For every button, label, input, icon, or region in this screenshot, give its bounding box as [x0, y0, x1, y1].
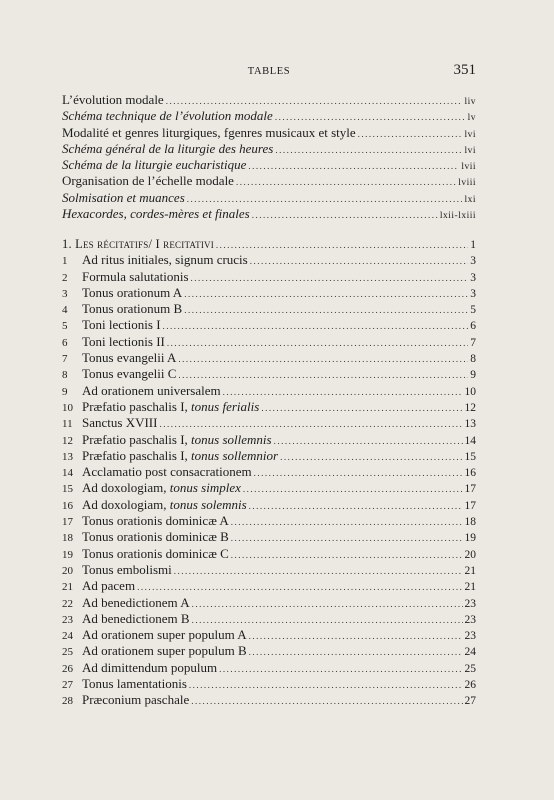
entry-title: Tonus evangelii C [82, 366, 177, 382]
entry-title: Ad dimittendum populum [82, 659, 218, 675]
dot-leader [358, 126, 463, 142]
entry-title: Tonus embolismi [82, 561, 172, 577]
entry-title: Tonus orationum A [82, 284, 183, 300]
toc-entry [62, 334, 476, 350]
section-page: 1 [470, 239, 476, 251]
entry-number: 18 [62, 532, 73, 545]
entry-title: Ad benedictionem A [82, 594, 190, 610]
dot-leader [184, 286, 468, 302]
entry-title: Ad orationem super populum B [82, 643, 247, 659]
entry-page: 23 [464, 613, 476, 626]
entry-number: 28 [62, 695, 73, 708]
dot-leader [223, 384, 463, 400]
dot-leader [191, 270, 469, 286]
entry-title: Ad benedictionem B [82, 610, 190, 626]
entry-page: 27 [464, 695, 476, 708]
section-heading [62, 236, 476, 252]
dot-leader [189, 677, 463, 693]
entry-title: Tonus orationis dominicæ C [82, 545, 229, 561]
entry-number: 19 [62, 548, 73, 561]
entry-page: 5 [470, 304, 476, 317]
toc-page: lvi [464, 145, 476, 156]
entry-number: 27 [62, 679, 73, 692]
entry-page: 10 [464, 385, 476, 398]
dot-leader [252, 207, 438, 223]
entry-page: 17 [464, 499, 476, 512]
entry-title: Acclamatio post consacrationem [82, 464, 252, 480]
entry-title-italic: tonus sollemnis [191, 431, 272, 447]
entry-number: 15 [62, 483, 73, 496]
entry-title: Formula salutationis [82, 268, 189, 284]
dot-leader [280, 449, 462, 465]
toc-page: lviii [458, 178, 476, 189]
dot-leader [192, 596, 463, 612]
dot-leader [261, 400, 462, 416]
toc-title: Hexacordes, cordes-mères et finales [62, 206, 250, 222]
entry-title-italic: tonus ferialis [191, 398, 260, 414]
entry-title: Tonus evangelii A [82, 350, 177, 366]
entry-page: 9 [470, 369, 476, 382]
toc-page: lxii-lxiii [439, 211, 476, 222]
dot-leader [249, 628, 463, 644]
toc-title: Schéma général de la liturgie des heures [62, 140, 274, 156]
toc-entry [62, 480, 476, 496]
toc-entry [62, 399, 476, 415]
toc-entry [62, 269, 476, 285]
section-title: Les récitatifs/ I recitativi [75, 237, 214, 251]
dot-leader [254, 465, 463, 481]
toc-row [62, 141, 476, 157]
entry-number: 2 [62, 271, 68, 284]
toc-row [62, 92, 476, 108]
dot-leader [192, 612, 463, 628]
toc-entry [62, 317, 476, 333]
toc-row [62, 108, 476, 124]
entry-page: 3 [470, 271, 476, 284]
dot-leader [249, 644, 463, 660]
entry-number: 23 [62, 613, 73, 626]
page-header [62, 62, 476, 82]
toc-entry [62, 366, 476, 382]
entry-number: 7 [62, 353, 68, 366]
entry-number: 14 [62, 467, 73, 480]
toc-title: Schéma de la liturgie eucharistique [62, 157, 247, 173]
toc-entry [62, 627, 476, 643]
section-contents [62, 236, 476, 709]
toc-title: Schéma technique de l’évolution modale [62, 108, 273, 124]
entry-page: 14 [464, 434, 476, 447]
toc-page: lv [467, 113, 476, 124]
entry-page: 24 [464, 646, 476, 659]
entry-page: 26 [464, 679, 476, 692]
dot-leader [187, 191, 463, 207]
entry-page: 3 [470, 255, 476, 268]
entry-page: 21 [464, 581, 476, 594]
entry-page: 23 [464, 630, 476, 643]
toc-title: Solmisation et muances [62, 189, 185, 205]
toc-entry [62, 301, 476, 317]
entry-title: Ad doxologiam, tonus simplex [82, 480, 241, 496]
entry-number: 21 [62, 581, 73, 594]
entry-number: 11 [62, 418, 73, 431]
dot-leader [250, 253, 469, 269]
entry-page: 8 [470, 353, 476, 366]
entry-title: Præfatio paschalis I, tonus sollemnior [82, 447, 279, 463]
toc-entry [62, 660, 476, 676]
entry-page: 3 [470, 287, 476, 300]
dot-leader [174, 563, 463, 579]
entry-page: 19 [464, 532, 476, 545]
entry-page: 13 [464, 418, 476, 431]
entry-title: Tonus orationis dominicæ A [82, 513, 229, 529]
entry-title: Præconium paschale [82, 692, 190, 708]
entry-number: 6 [62, 336, 68, 349]
entry-page: 23 [464, 597, 476, 610]
toc-page: lxi [464, 194, 476, 205]
toc-entry [62, 448, 476, 464]
entry-page: 18 [464, 516, 476, 529]
dot-leader [216, 237, 468, 253]
entry-title: Sanctus XVIII [82, 415, 158, 431]
dot-leader [275, 142, 462, 158]
toc-title: Modalité et genres liturgiques, fgenres musicaux et style [62, 124, 356, 140]
dot-leader [249, 498, 463, 514]
entry-title-italic: tonus sollemnior [191, 447, 279, 463]
front-tables-list [62, 92, 476, 222]
dot-leader [167, 335, 468, 351]
entry-title: Toni lectionis II [82, 333, 165, 349]
entry-title-italic: tonus simplex [169, 480, 241, 496]
toc-entry [62, 643, 476, 659]
entry-title: Tonus orationum B [82, 301, 183, 317]
toc-row [62, 206, 476, 222]
entry-page: 20 [464, 548, 476, 561]
toc-entry [62, 546, 476, 562]
toc-entry [62, 285, 476, 301]
dot-leader [231, 547, 463, 563]
toc-entry [62, 529, 476, 545]
entry-page: 16 [464, 467, 476, 480]
entry-page: 21 [464, 564, 476, 577]
entry-title: Ad orationem universalem [82, 382, 221, 398]
toc-page: lvi [464, 129, 476, 140]
entry-number: 4 [62, 304, 68, 317]
entry-number: 3 [62, 287, 68, 300]
toc-row [62, 125, 476, 141]
dot-leader [159, 416, 462, 432]
dot-leader [243, 481, 463, 497]
entry-number: 20 [62, 564, 73, 577]
toc-entry [62, 497, 476, 513]
toc-entry [62, 692, 476, 708]
entry-number: 25 [62, 646, 73, 659]
entry-number: 8 [62, 369, 68, 382]
toc-title: L’évolution modale [62, 92, 164, 107]
entry-page: 17 [464, 483, 476, 496]
entries-list [62, 252, 476, 708]
entry-title: Ad pacem [82, 578, 136, 594]
toc-entry [62, 562, 476, 578]
toc-entry [62, 464, 476, 480]
toc-entry [62, 350, 476, 366]
dot-leader [236, 174, 456, 190]
entry-number: 22 [62, 597, 73, 610]
entry-title: Tonus orationis dominicæ B [82, 529, 229, 545]
entry-title-italic: tonus solemnis [169, 496, 247, 512]
entry-number: 5 [62, 320, 68, 333]
page-number: 351 [453, 62, 476, 78]
entry-title: Præfatio paschalis I, tonus sollemnis [82, 431, 272, 447]
entry-title: Ad orationem super populum A [82, 627, 247, 643]
toc-row [62, 157, 476, 173]
entry-number: 24 [62, 630, 73, 643]
entry-number: 13 [62, 450, 73, 463]
toc-title: Organisation de l’échelle modale [62, 173, 234, 189]
dot-leader [191, 693, 462, 709]
toc-entry [62, 383, 476, 399]
toc-row [62, 173, 476, 189]
entry-number: 26 [62, 662, 73, 675]
dot-leader [231, 514, 463, 530]
toc-entry [62, 252, 476, 268]
section-number: 1. [62, 237, 72, 251]
dot-leader [274, 433, 463, 449]
toc-entry [62, 578, 476, 594]
entry-title: Tonus lamentationis [82, 676, 187, 692]
dot-leader [219, 661, 462, 677]
dot-leader [248, 158, 459, 174]
entry-title: Ad doxologiam, tonus solemnis [82, 496, 247, 512]
toc-entry [62, 432, 476, 448]
dot-leader [137, 579, 462, 595]
dot-leader [166, 93, 463, 109]
entry-title: Præfatio paschalis I, tonus ferialis [82, 398, 260, 414]
toc-entry [62, 415, 476, 431]
dot-leader [178, 367, 468, 383]
dot-leader [163, 318, 469, 334]
entry-title: Toni lectionis I [82, 317, 161, 333]
entry-page: 12 [464, 401, 476, 414]
toc-page: lvii [461, 162, 476, 173]
toc-entry [62, 595, 476, 611]
entry-number: 1 [62, 255, 68, 268]
toc-row [62, 190, 476, 206]
entry-page: 15 [464, 450, 476, 463]
running-head: TABLES [247, 66, 291, 77]
entry-number: 12 [62, 434, 73, 447]
dot-leader [231, 530, 463, 546]
dot-leader [275, 109, 466, 125]
entry-number: 16 [62, 499, 73, 512]
entry-page: 25 [464, 662, 476, 675]
entry-number: 17 [62, 516, 73, 529]
dot-leader [184, 302, 468, 318]
entry-title: Ad ritus initiales, signum crucis [82, 252, 248, 268]
toc-entry [62, 676, 476, 692]
entry-page: 6 [470, 320, 476, 333]
entry-number: 9 [62, 385, 68, 398]
entry-number: 10 [62, 401, 73, 414]
dot-leader [178, 351, 468, 367]
toc-page: liv [464, 97, 476, 107]
entry-page: 7 [470, 336, 476, 349]
toc-entry [62, 513, 476, 529]
toc-entry [62, 611, 476, 627]
